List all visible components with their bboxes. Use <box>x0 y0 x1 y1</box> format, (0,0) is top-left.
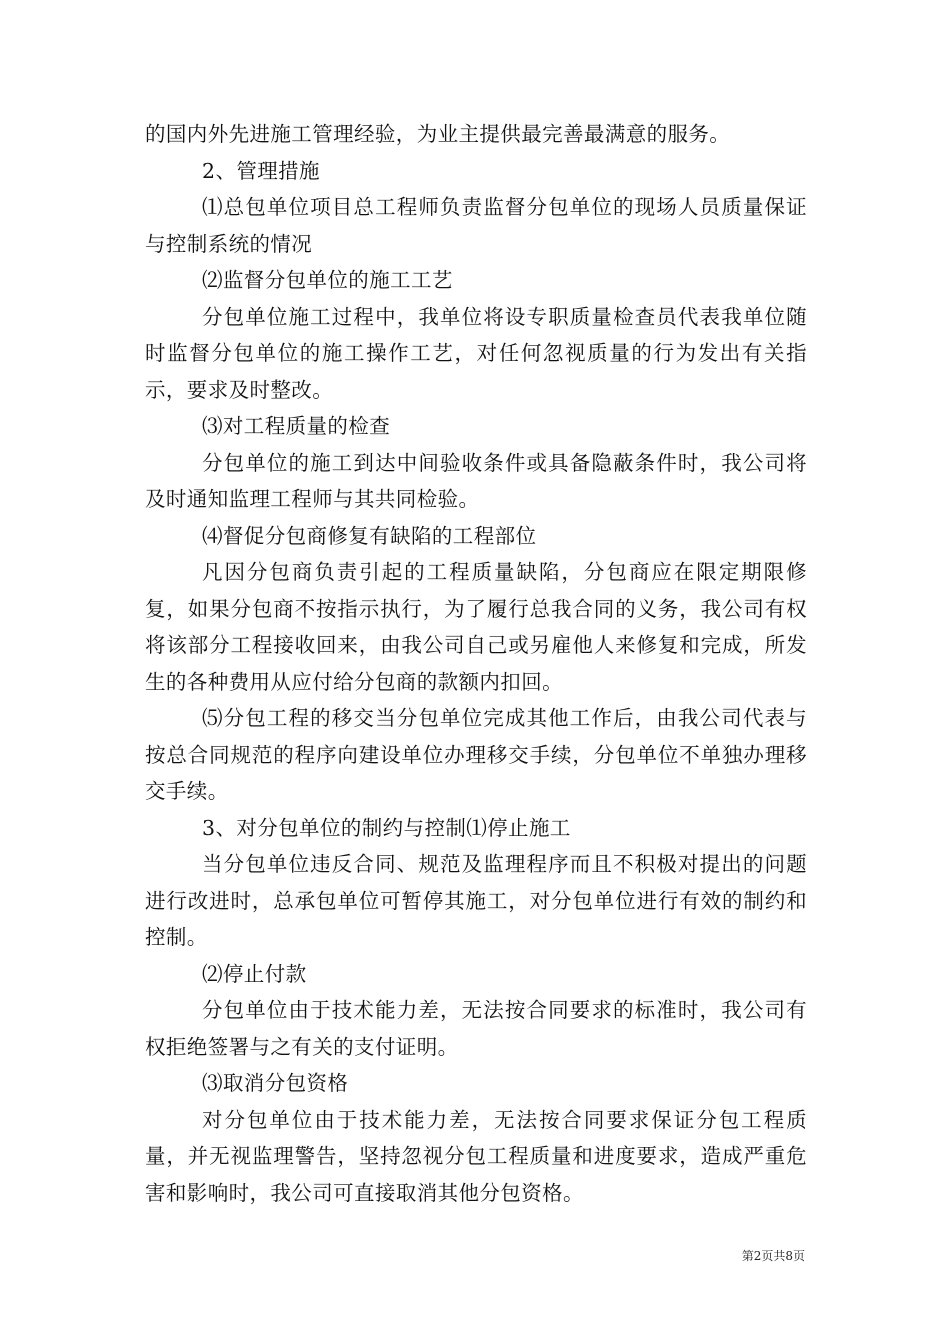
item-3: ⑶对工程质量的检查 <box>202 414 391 438</box>
paragraph-section-3-item-3-body: 对分包单位由于技术能力差，无法按合同要求保证分包工程质量，并无视监理警告，坚持忽视分包工程质量和进度要求，造成严重危害和影响时，我公司可直接取消其他分包资格。 <box>145 1107 807 1205</box>
paragraph-item-4-body: 凡因分包商负责引起的工程质量缺陷，分包商应在限定期限修复，如果分包商不按指示执行，为了履行总我合同的义务，我公司有权将该部分工程接收回来，由我公司自己或另雇他人来修复和完成，所发生的各种费用从应付给分包商的款额内扣回。 <box>145 560 807 694</box>
document-body <box>145 116 807 1211</box>
section-3-item-2: ⑵停止付款 <box>202 961 307 986</box>
paragraph-1: 的国内外先进施工管理经验，为业主提供最完善最满意的服务。 <box>145 122 731 146</box>
item-5: ⑸分包工程的移交当分包单位完成其他工作后，由我公司代表与按总合同规范的程序向建设单位办理移交手续，分包单位不单独办理移交手续。 <box>145 706 807 803</box>
paragraph-item-3-body: 分包单位的施工到达中间验收条件或具备隐蔽条件时，我公司将及时通知监理工程师与其共同检验。 <box>145 450 807 511</box>
paragraph-item-2-body: 分包单位施工过程中，我单位将设专职质量检查员代表我单位随时监督分包单位的施工操作工艺，对任何忽视质量的行为发出有关指示，要求及时整改。 <box>145 304 807 402</box>
section-3-item-3: ⑶取消分包资格 <box>202 1071 349 1095</box>
item-4: ⑷督促分包商修复有缺陷的工程部位 <box>202 523 537 548</box>
paragraph-section-3-item-1-body: 当分包单位违反合同、规范及监理程序而且不积极对提出的问题进行改进时，总承包单位可暂停其施工，对分包单位进行有效的制约和控制。 <box>145 852 807 949</box>
item-1: ⑴总包单位项目总工程师负责监督分包单位的现场人员质量保证与控制系统的情况 <box>145 195 807 256</box>
page-number-footer: 第2页共8页 <box>741 1249 805 1263</box>
section-heading-3: 3、对分包单位的制约与控制⑴停止施工 <box>202 815 571 840</box>
item-2: ⑵监督分包单位的施工工艺 <box>202 268 453 292</box>
paragraph-section-3-item-2-body: 分包单位由于技术能力差，无法按合同要求的标准时，我公司有权拒绝签署与之有关的支付证明。 <box>145 998 807 1059</box>
section-heading-2: 2、管理措施 <box>202 158 320 183</box>
